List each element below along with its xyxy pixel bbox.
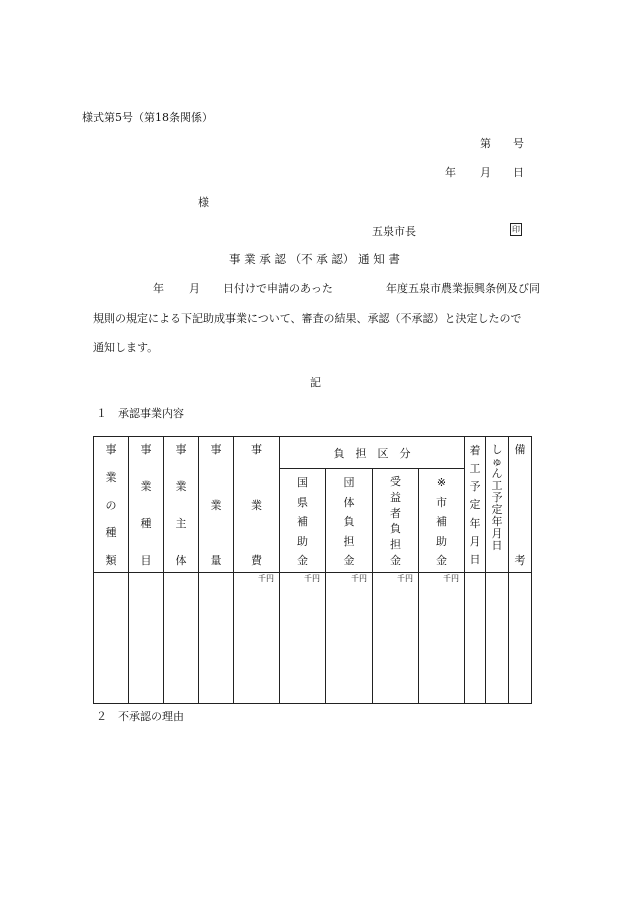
header-dantai-futankin: 団 体 負 担 金 bbox=[326, 469, 373, 573]
header-chakko-yotei: 着 工 予 定 年 月 日 bbox=[465, 437, 486, 573]
section1-heading: １ 承認事業内容 bbox=[96, 407, 184, 420]
unit-label: 千円 bbox=[258, 574, 274, 583]
body-text1: 日付けで申請のあった bbox=[223, 282, 333, 295]
date-year: 年 bbox=[445, 166, 456, 179]
cell-shi-hojokin[interactable] bbox=[419, 573, 465, 704]
document-title: 事 業 承 認 （不 承 認） 通 知 書 bbox=[229, 252, 400, 266]
section2-heading: ２ 不承認の理由 bbox=[96, 710, 184, 723]
seal-mark: 印 bbox=[512, 225, 520, 234]
unit-label: 千円 bbox=[397, 574, 413, 583]
issuer-name: 五泉市長 bbox=[372, 225, 416, 238]
cell-shunko-yotei[interactable] bbox=[486, 573, 509, 704]
date-day: 日 bbox=[513, 166, 524, 179]
addressee-suffix: 様 bbox=[198, 196, 209, 209]
header-futan-kubun: 負 担 区 分 bbox=[280, 437, 465, 469]
unit-label: 千円 bbox=[351, 574, 367, 583]
body-text2: 年度五泉市農業振興条例及び同 bbox=[386, 282, 540, 295]
doc-number-go: 号 bbox=[513, 137, 524, 150]
cell-jigyo-shumoku[interactable] bbox=[129, 573, 164, 704]
cell-dantai-futankin[interactable] bbox=[326, 573, 373, 704]
cell-jigyo-shutai[interactable] bbox=[164, 573, 199, 704]
header-jigyo-shutai: 事 業 主 体 bbox=[164, 437, 199, 573]
header-shi-hojokin: ※ 市 補 助 金 bbox=[419, 469, 465, 573]
cell-jigyo-hi[interactable] bbox=[234, 573, 280, 704]
doc-number-dai: 第 bbox=[480, 137, 491, 150]
header-juekisha-futankin: 受 益 者 負 担 金 bbox=[373, 469, 419, 573]
cell-juekisha-futankin[interactable] bbox=[373, 573, 419, 704]
header-jigyo-hi: 事 業 費 bbox=[234, 437, 280, 573]
ki-label: 記 bbox=[310, 376, 321, 389]
header-jigyo-shumoku: 事 業 種 目 bbox=[129, 437, 164, 573]
cell-kuni-ken-hojokin[interactable] bbox=[280, 573, 326, 704]
body-line2: 規則の規定による下記助成事業について、審査の結果、承認（不承認）と決定したので bbox=[93, 312, 522, 325]
cell-jigyo-no-shurui[interactable] bbox=[94, 573, 129, 704]
date-month: 月 bbox=[480, 166, 491, 179]
header-kuni-ken-hojokin: 国 県 補 助 金 bbox=[280, 469, 326, 573]
form-number: 様式第5号（第18条関係） bbox=[82, 111, 213, 124]
project-table bbox=[93, 436, 532, 704]
body-line3: 通知します。 bbox=[93, 341, 159, 354]
cell-biko[interactable] bbox=[509, 573, 532, 704]
header-shunko-yotei: し ゅ ん 工 予 定 年 月 日 bbox=[486, 437, 509, 573]
cell-jigyo-ryo[interactable] bbox=[199, 573, 234, 704]
cell-chakko-yotei[interactable] bbox=[465, 573, 486, 704]
body-year: 年 bbox=[153, 282, 164, 295]
unit-label: 千円 bbox=[304, 574, 320, 583]
header-jigyo-no-shurui: 事 業 の 種 類 bbox=[94, 437, 129, 573]
header-biko: 備 考 bbox=[509, 437, 532, 573]
unit-label: 千円 bbox=[443, 574, 459, 583]
header-jigyo-ryo: 事 業 量 bbox=[199, 437, 234, 573]
body-month: 月 bbox=[189, 282, 200, 295]
